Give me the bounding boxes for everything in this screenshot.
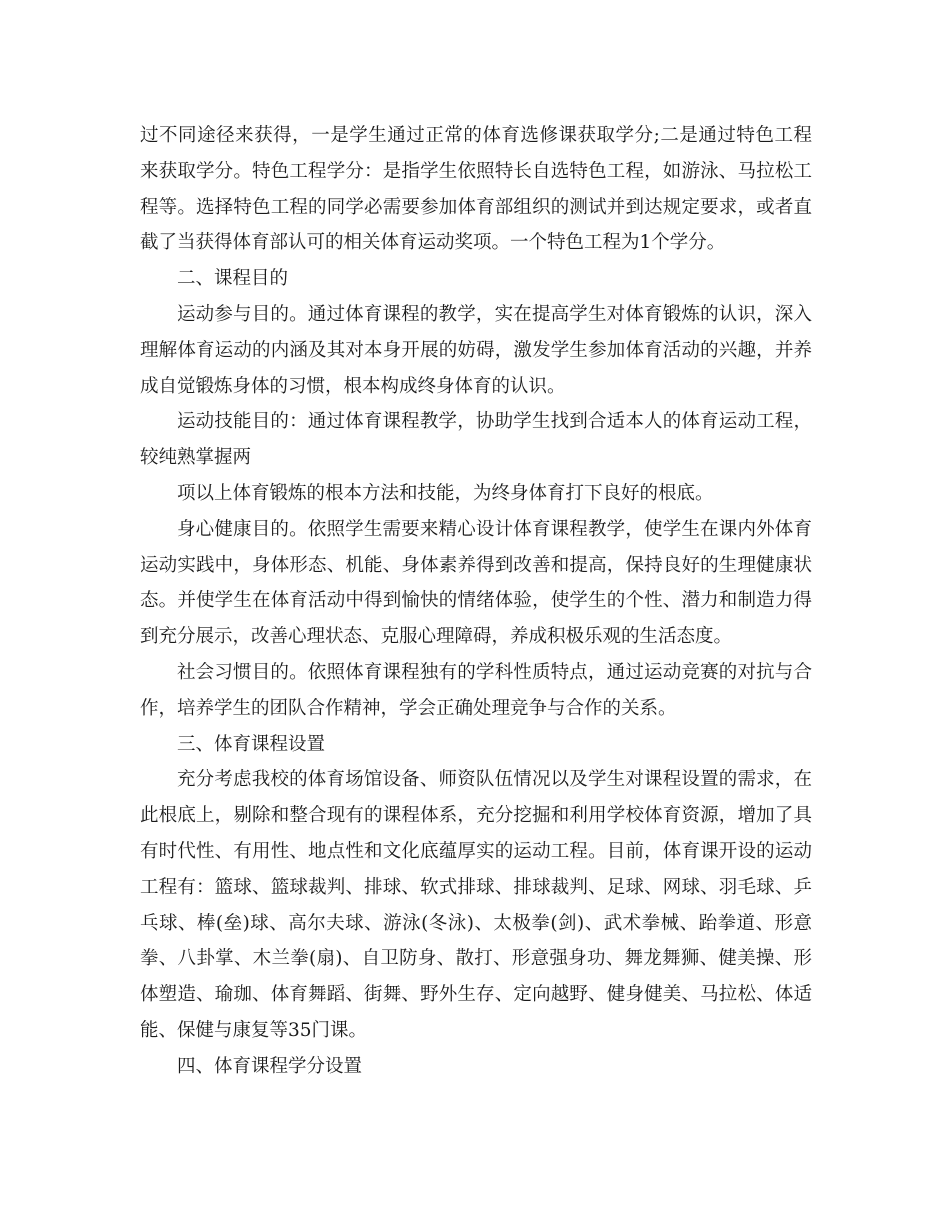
section-heading-course-setup: 三、体育课程设置 (177, 733, 326, 755)
paragraph-social-goal: 社会习惯目的。依照体育课程独有的学科性质特点，通过运动竞赛的对抗与合作，培养学生的团队合作精神，学会正确处理竞争与合作的关系。 (140, 661, 812, 719)
document-body (140, 118, 812, 1085)
paragraph-credits-continuation: 过不同途径来获得，一是学生通过正常的体育选修课获取学分;二是通过特色工程来获取学分。特色工程学分：是指学生依照特长自选特色工程，如游泳、马拉松工程等。选择特色工程的同学必需要参加体育部组织的测试并到达规定要求，或者直截了当获得体育部认可的相关体育运动奖项。一个特色工程为1个学分。 (140, 125, 812, 254)
section-heading-course-goals: 二、课程目的 (177, 268, 289, 290)
paragraph-course-list: 充分考虑我校的体育场馆设备、师资队伍情况以及学生对课程设置的需求，在此根底上，剔除和整合现有的课程体系，充分挖掘和利用学校体育资源，增加了具有时代性、有用性、地点性和文化底蕴厚实的运动工程。目前，体育课开设的运动工程有：篮球、篮球裁判、排球、软式排球、排球裁判、足球、网球、羽毛球、乒乓球、棒(垒)球、高尔夫球、游泳(冬泳)、太极拳(剑)、武术拳械、跆拳道、形意拳、八卦掌、木兰拳(扇)、自卫防身、散打、形意强身功、舞龙舞狮、健美操、形体塑造、瑜珈、体育舞蹈、街舞、野外生存、定向越野、健身健美、马拉松、体适能、保健与康复等35门课。 (140, 769, 812, 1041)
paragraph-participation-goal: 运动参与目的。通过体育课程的教学，实在提高学生对体育锻炼的认识，深入理解体育运动的内涵及其对本身开展的妨碍，激发学生参加体育活动的兴趣，并养成自觉锻炼身体的习惯，根本构成终身体育的认识。 (140, 303, 812, 397)
paragraph-skill-goal: 运动技能目的：通过体育课程教学，协助学生找到合适本人的体育运动工程，较纯熟掌握两 (140, 411, 812, 469)
section-heading-credit-setup: 四、体育课程学分设置 (177, 1055, 363, 1077)
paragraph-health-goal: 身心健康目的。依照学生需要来精心设计体育课程教学，使学生在课内外体育运动实践中，身体形态、机能、身体素养得到改善和提高，保持良好的生理健康状态。并使学生在体育活动中得到愉快的情绪体验，使学生的个性、潜力和制造力得到充分展示，改善心理状态、克服心理障碍，养成积极乐观的生活态度。 (140, 518, 812, 648)
paragraph-skill-goal-continued: 项以上体育锻炼的根本方法和技能，为终身体育打下良好的根底。 (177, 482, 714, 504)
